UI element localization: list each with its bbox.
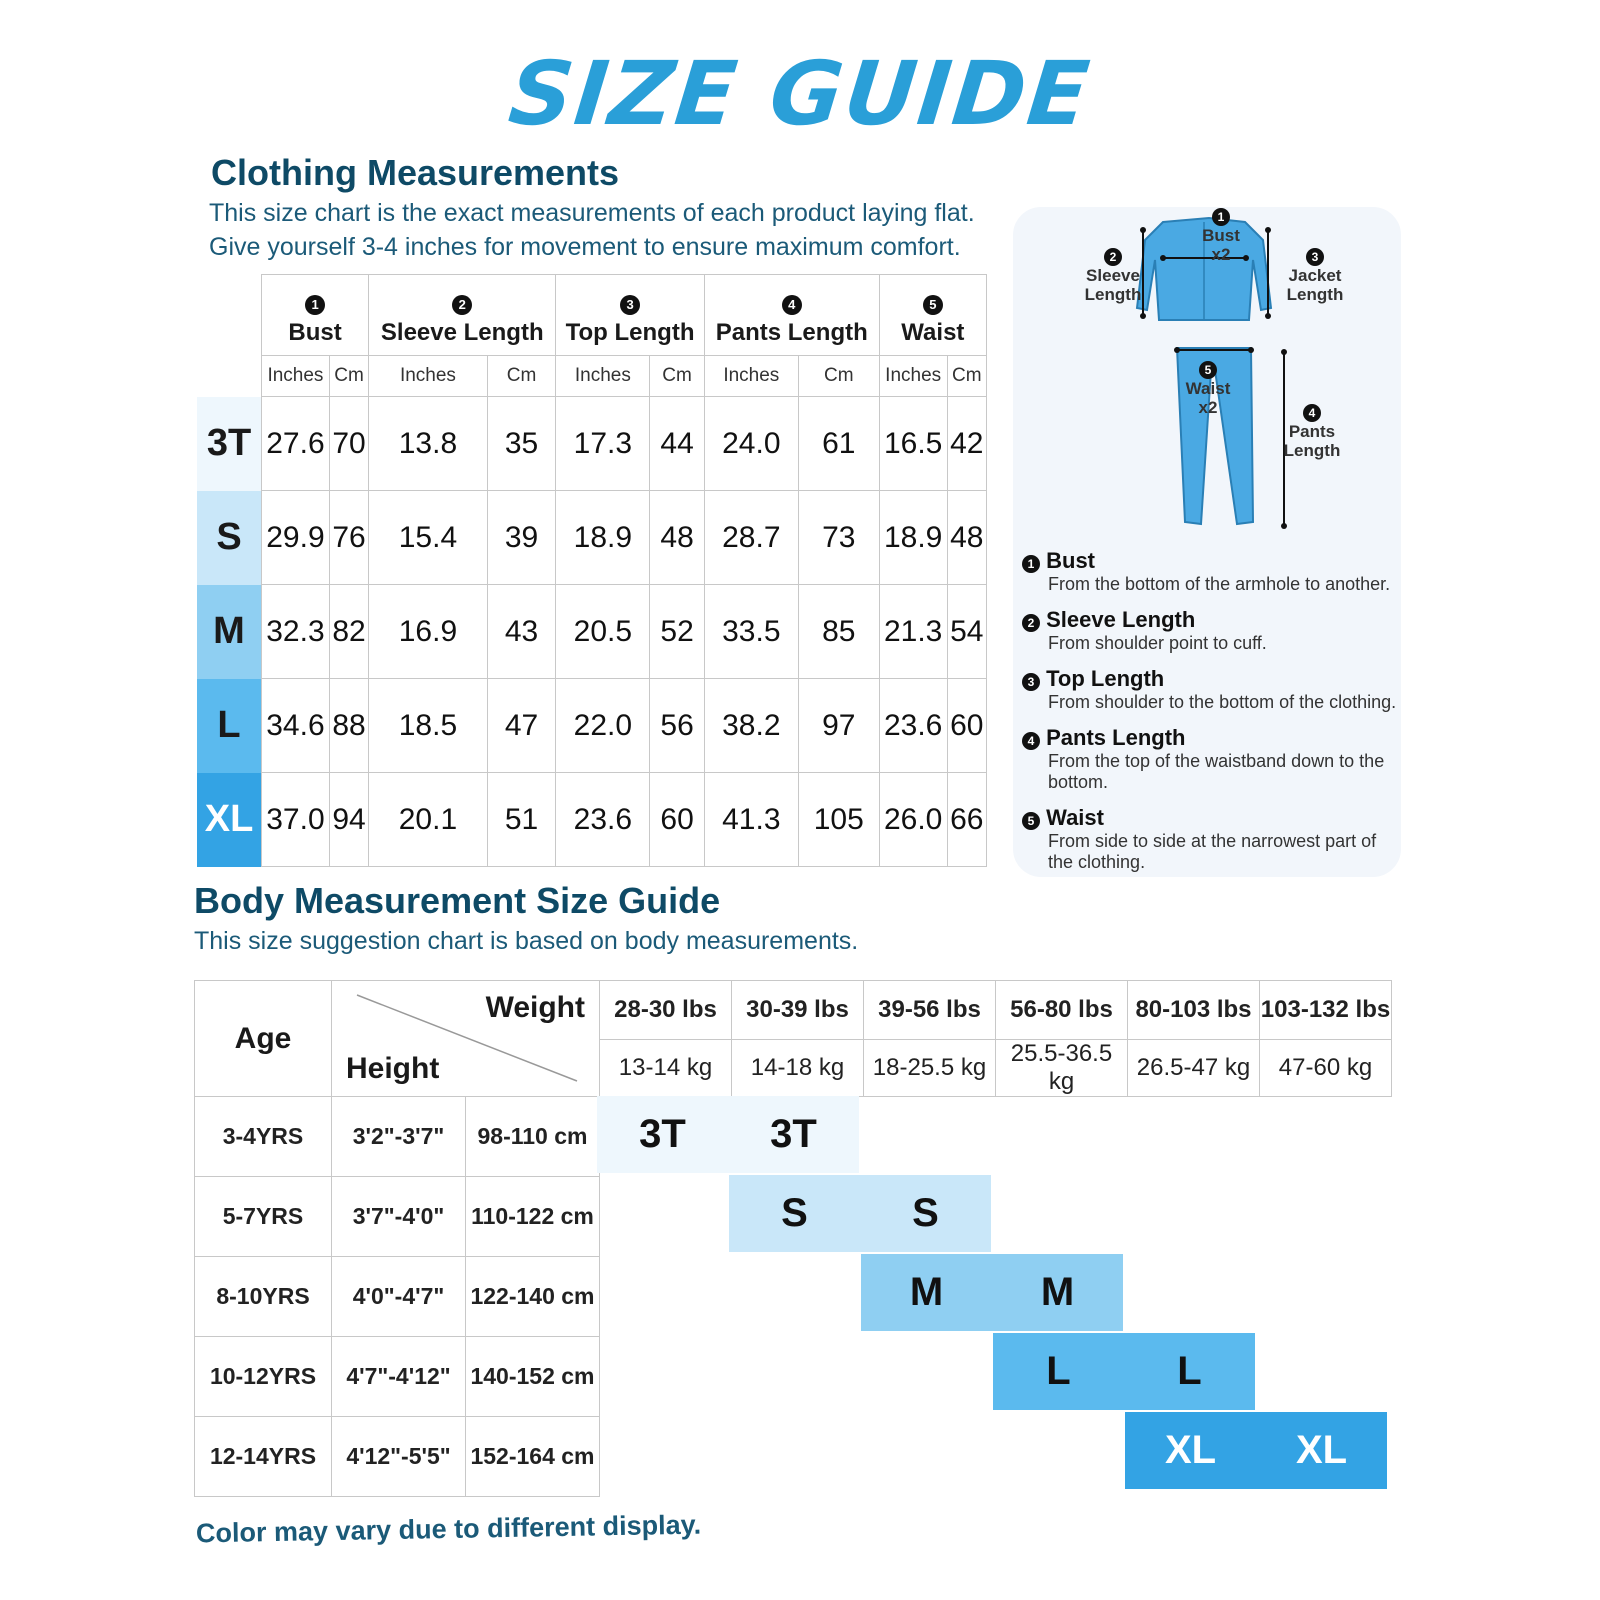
table-cell: 82 — [329, 585, 368, 679]
jacket-length-dot — [1265, 313, 1271, 319]
kg-header: 14-18 kg — [732, 1040, 864, 1097]
unit-cm: Cm — [798, 356, 879, 397]
badge-3: 3 — [620, 295, 640, 315]
body-heading: Body Measurement Size Guide — [194, 880, 721, 921]
clothing-heading: Clothing Measurements — [211, 152, 620, 193]
table-row — [197, 773, 987, 867]
height-ft-cell: 3'2"-3'7" — [332, 1097, 466, 1177]
table-cell: 27.6 — [262, 397, 330, 491]
table-cell: 88 — [329, 679, 368, 773]
lbs-header: 30-39 lbs — [732, 981, 864, 1040]
size-block — [1125, 1412, 1387, 1489]
lbs-header: 56-80 lbs — [996, 981, 1128, 1040]
height-ft-cell: 4'0"-4'7" — [332, 1257, 466, 1337]
table-cell: 16.5 — [879, 397, 947, 491]
height-ft-cell: 3'7"-4'0" — [332, 1177, 466, 1257]
table-cell: 15.4 — [369, 491, 488, 585]
badge-4: 4 — [1022, 732, 1040, 750]
lbs-header: 80-103 lbs — [1128, 981, 1260, 1040]
table-cell: 28.7 — [704, 491, 798, 585]
table-cell: 47 — [487, 679, 556, 773]
clothing-table — [197, 274, 987, 867]
size-block — [861, 1254, 1123, 1331]
badge-5: 5 — [1199, 361, 1217, 379]
kg-header: 47-60 kg — [1260, 1040, 1392, 1097]
lbs-header: 103-132 lbs — [1260, 981, 1392, 1040]
unit-inches: Inches — [369, 356, 488, 397]
table-cell: 24.0 — [704, 397, 798, 491]
size-label: S — [197, 491, 262, 585]
unit-inches: Inches — [262, 356, 330, 397]
height-ft-cell: 4'7"-4'12" — [332, 1337, 466, 1417]
size-block-label: L — [1046, 1349, 1071, 1393]
definition-title-text: Sleeve Length — [1046, 607, 1196, 632]
height-cm-cell: 98-110 cm — [466, 1097, 600, 1177]
unit-inches: Inches — [704, 356, 798, 397]
definition-pants-length — [1022, 725, 1402, 793]
definition-title — [1022, 666, 1402, 692]
table-cell: 18.5 — [369, 679, 488, 773]
kg-header: 26.5-47 kg — [1128, 1040, 1260, 1097]
weight-label: Weight — [485, 991, 585, 1024]
diagram-text: Bust x2 — [1202, 226, 1240, 264]
header-label: Top Length — [565, 319, 695, 346]
table-cell: 38.2 — [704, 679, 798, 773]
table-cell: 35 — [487, 397, 556, 491]
waist-dot — [1248, 347, 1254, 353]
size-label: 3T — [197, 397, 262, 491]
header-sleeve-length — [369, 275, 556, 356]
header-label: Pants Length — [715, 319, 868, 346]
size-block — [597, 1096, 859, 1173]
unit-inches: Inches — [879, 356, 947, 397]
pants-length-dot — [1281, 349, 1287, 355]
table-cell: 105 — [798, 773, 879, 867]
header-top-length — [556, 275, 704, 356]
table-cell: 43 — [487, 585, 556, 679]
size-block-label: 3T — [639, 1112, 686, 1156]
body-note: This size suggestion chart is based on body measurements. — [194, 927, 859, 955]
table-cell: 56 — [650, 679, 704, 773]
size-block-label: S — [781, 1191, 808, 1235]
table-cell: 39 — [487, 491, 556, 585]
table-row — [197, 679, 987, 773]
table-cell: 48 — [947, 491, 986, 585]
unit-cm: Cm — [947, 356, 986, 397]
age-cell: 5-7YRS — [195, 1177, 332, 1257]
table-cell: 20.5 — [556, 585, 650, 679]
table-row — [197, 585, 987, 679]
kg-header: 18-25.5 kg — [864, 1040, 996, 1097]
definition-title — [1022, 805, 1402, 831]
weight-height-header — [332, 981, 600, 1097]
height-cm-cell: 122-140 cm — [466, 1257, 600, 1337]
definition-text: From side to side at the narrowest part of the clothing. — [1048, 831, 1377, 872]
definition-text: From shoulder to the bottom of the clothing. — [1048, 692, 1397, 712]
table-corner — [197, 356, 262, 397]
badge-2: 2 — [1104, 248, 1122, 266]
definition-text: From shoulder point to cuff. — [1048, 633, 1267, 653]
table-cell: 54 — [947, 585, 986, 679]
table-cell: 52 — [650, 585, 704, 679]
age-cell: 3-4YRS — [195, 1097, 332, 1177]
height-label: Height — [346, 1052, 440, 1085]
diagram-label-sleeve — [1068, 246, 1158, 304]
size-block-label: L — [1177, 1349, 1202, 1393]
jacket-length-dot — [1265, 227, 1271, 233]
size-label: XL — [197, 773, 262, 867]
table-cell: 70 — [329, 397, 368, 491]
size-area — [600, 1177, 1392, 1257]
table-cell: 13.8 — [369, 397, 488, 491]
table-cell: 73 — [798, 491, 879, 585]
definition-title-text: Bust — [1046, 548, 1096, 573]
table-cell: 94 — [329, 773, 368, 867]
badge-4: 4 — [1303, 404, 1321, 422]
table-cell: 97 — [798, 679, 879, 773]
table-cell: 16.9 — [369, 585, 488, 679]
age-cell: 8-10YRS — [195, 1257, 332, 1337]
header-label: Waist — [901, 319, 965, 346]
clothing-table-body — [197, 397, 987, 867]
badge-4: 4 — [782, 295, 802, 315]
diagram-text: Waist x2 — [1185, 379, 1231, 417]
definition-title-text: Pants Length — [1046, 725, 1186, 750]
header-pants-length — [704, 275, 879, 356]
table-cell: 60 — [947, 679, 986, 773]
badge-2: 2 — [1022, 614, 1040, 632]
definition-bust — [1022, 548, 1402, 595]
age-cell: 10-12YRS — [195, 1337, 332, 1417]
definition-text: From the bottom of the armhole to another. — [1048, 574, 1391, 594]
table-cell: 44 — [650, 397, 704, 491]
definition-title-text: Waist — [1046, 805, 1104, 830]
clothing-note-2: Give yourself 3-4 inches for movement to ensure maximum comfort. — [209, 233, 961, 261]
table-cell: 37.0 — [262, 773, 330, 867]
table-corner — [197, 275, 262, 356]
lbs-header: 28-30 lbs — [600, 981, 732, 1040]
table-cell: 41.3 — [704, 773, 798, 867]
table-cell: 85 — [798, 585, 879, 679]
waist-dot — [1174, 347, 1180, 353]
unit-inches: Inches — [556, 356, 650, 397]
height-cm-cell: 110-122 cm — [466, 1177, 600, 1257]
header-label: Bust — [288, 319, 342, 346]
table-cell: 29.9 — [262, 491, 330, 585]
diagram-label-jacket — [1270, 246, 1360, 304]
header-waist — [879, 275, 986, 356]
table-cell: 20.1 — [369, 773, 488, 867]
table-cell: 51 — [487, 773, 556, 867]
size-block-label: M — [1040, 1270, 1075, 1314]
header-label: Sleeve Length — [380, 319, 544, 346]
badge-1: 1 — [1212, 208, 1230, 226]
kg-header: 25.5-36.5 kg — [996, 1040, 1128, 1097]
diagram-label-pants — [1272, 402, 1352, 460]
table-row — [197, 397, 987, 491]
size-block-label: XL — [1164, 1428, 1217, 1472]
kg-header: 13-14 kg — [600, 1040, 732, 1097]
diagram-label-bust — [1196, 206, 1246, 264]
table-cell: 17.3 — [556, 397, 650, 491]
size-block-label: XL — [1295, 1428, 1348, 1472]
height-cm-cell: 140-152 cm — [466, 1337, 600, 1417]
unit-cm: Cm — [487, 356, 556, 397]
table-cell: 21.3 — [879, 585, 947, 679]
table-cell: 33.5 — [704, 585, 798, 679]
footer-note: Color may vary due to different display. — [195, 1509, 702, 1549]
height-ft-cell: 4'12"-5'5" — [332, 1417, 466, 1497]
diagram-label-waist — [1180, 359, 1236, 417]
size-label: M — [197, 585, 262, 679]
header-bust — [262, 275, 369, 356]
age-header: Age — [195, 981, 332, 1097]
table-cell: 22.0 — [556, 679, 650, 773]
page-title: SIZE GUIDE — [504, 42, 1096, 145]
badge-3: 3 — [1022, 673, 1040, 691]
size-block-label: M — [909, 1270, 944, 1314]
height-cm-cell: 152-164 cm — [466, 1417, 600, 1497]
table-cell: 34.6 — [262, 679, 330, 773]
table-cell: 32.3 — [262, 585, 330, 679]
definition-title-text: Top Length — [1046, 666, 1165, 691]
unit-cm: Cm — [650, 356, 704, 397]
unit-cm: Cm — [329, 356, 368, 397]
diagram-text: Jacket Length — [1286, 266, 1344, 304]
badge-5: 5 — [923, 295, 943, 315]
definition-sleeve-length — [1022, 607, 1402, 654]
table-cell: 76 — [329, 491, 368, 585]
age-cell: 12-14YRS — [195, 1417, 332, 1497]
badge-2: 2 — [452, 295, 472, 315]
lbs-header: 39-56 lbs — [864, 981, 996, 1040]
diagram-text: Pants Length — [1283, 422, 1341, 460]
bust-dot — [1160, 255, 1166, 261]
definitions-list — [1022, 548, 1402, 885]
size-label: L — [197, 679, 262, 773]
table-cell: 60 — [650, 773, 704, 867]
table-cell: 48 — [650, 491, 704, 585]
sleeve-dot — [1140, 313, 1146, 319]
definition-top-length — [1022, 666, 1402, 713]
table-row — [197, 491, 987, 585]
table-cell: 26.0 — [879, 773, 947, 867]
size-block-label: S — [912, 1191, 939, 1235]
table-cell: 66 — [947, 773, 986, 867]
sleeve-dot — [1140, 227, 1146, 233]
definition-waist — [1022, 805, 1402, 873]
table-cell: 23.6 — [556, 773, 650, 867]
diagram-text: Sleeve Length — [1084, 266, 1142, 304]
table-cell: 61 — [798, 397, 879, 491]
table-cell: 18.9 — [556, 491, 650, 585]
pants-length-dot — [1281, 523, 1287, 529]
table-cell: 18.9 — [879, 491, 947, 585]
badge-3: 3 — [1306, 248, 1324, 266]
size-block — [729, 1175, 991, 1252]
definition-text: From the top of the waistband down to the bottom. — [1048, 751, 1385, 792]
definition-title — [1022, 607, 1402, 633]
clothing-note-1: This size chart is the exact measurements of each product laying flat. — [209, 199, 975, 227]
size-block-label: 3T — [770, 1112, 817, 1156]
table-cell: 23.6 — [879, 679, 947, 773]
table-row — [195, 1257, 1392, 1337]
definition-title — [1022, 725, 1402, 751]
size-block — [993, 1333, 1255, 1410]
badge-1: 1 — [1022, 555, 1040, 573]
badge-1: 1 — [305, 295, 325, 315]
table-cell: 42 — [947, 397, 986, 491]
definition-title — [1022, 548, 1402, 574]
badge-5: 5 — [1022, 812, 1040, 830]
